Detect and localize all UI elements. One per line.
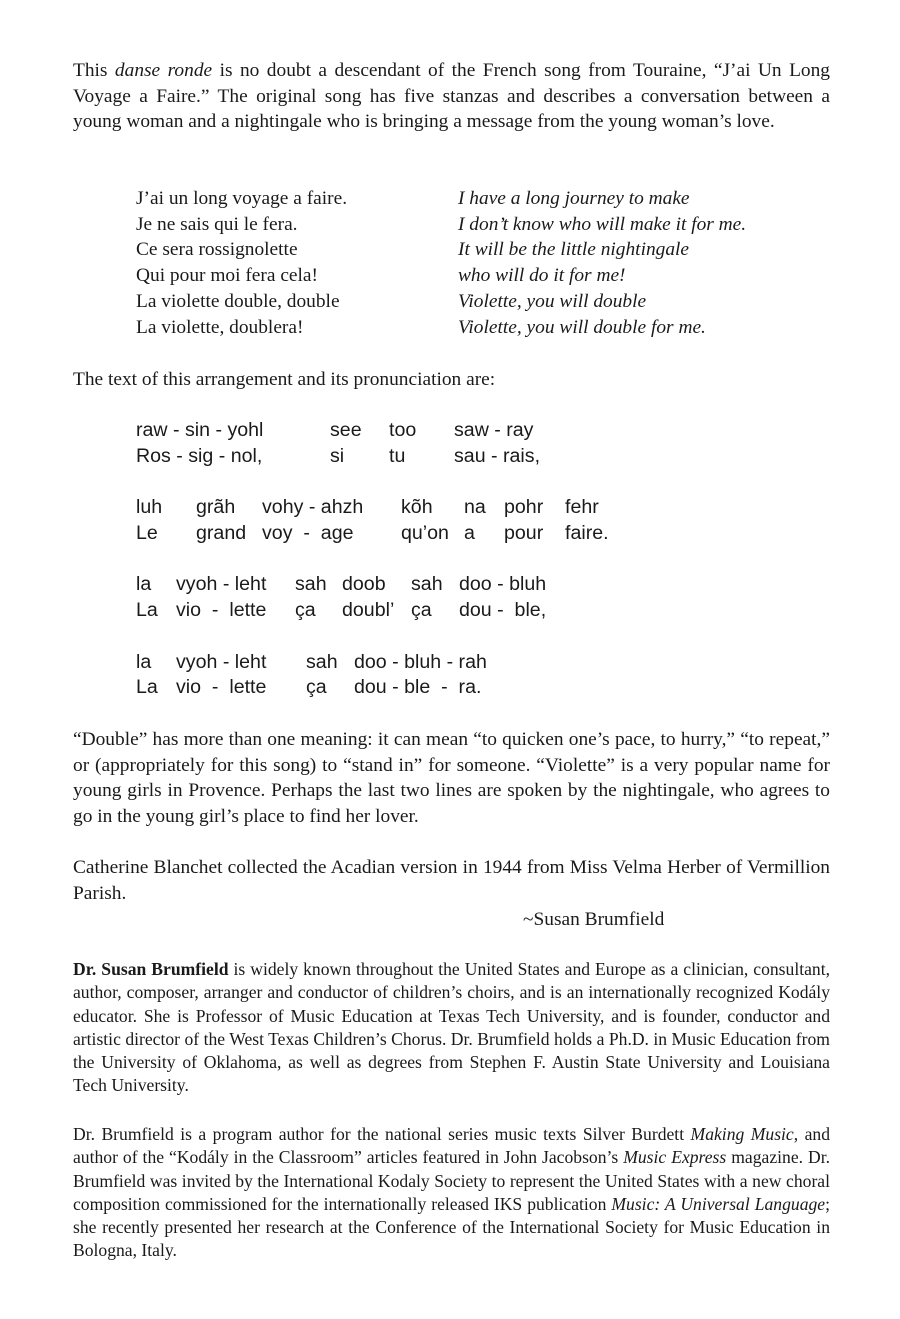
- lyric-english: I have a long journey to make: [458, 188, 690, 209]
- lyric-french: La violette double, double: [136, 290, 340, 312]
- lyric-row: [136, 263, 836, 289]
- lyric-english: Violette, you will double for me.: [458, 316, 706, 338]
- lyric-row: [136, 315, 836, 341]
- lyric-english: Violette, you will double: [458, 290, 647, 312]
- pronunciation-stanza: [136, 418, 736, 470]
- pronunciation-line: la vyoh - leht sah doo - bluh - rah: [136, 650, 487, 673]
- bio-paragraph-1: Dr. Susan Brumfield is widely known throughout the United States and Europe as a clinician, consultant, author, composer, arranger and conductor of children’s choirs, and is an internationally recognized Kodály educator. She is Professor of Music Education at Texas Tech University, and is founder, conductor and artistic director of the West Texas Children’s Chorus. Dr. Brumfield holds a Ph.D. in Music Education from the University of Oklahoma, as well as degrees from Stephen F. Austin State University and Louisiana Tech University.: [73, 959, 830, 1096]
- lyric-english: I don’t know who will make it for me.: [458, 213, 747, 235]
- lyric-row: [136, 237, 836, 263]
- lyric-french: J’ai un long voyage a faire.: [136, 188, 348, 209]
- pronunciation-intro: The text of this arrangement and its pronunciation are:: [73, 369, 496, 390]
- spelling-line: Ros - sig - nol, si tu sau - rais,: [136, 444, 541, 467]
- pronunciation-line: raw - sin - yohl see too saw - ray: [136, 419, 534, 441]
- lyric-row: [136, 289, 836, 315]
- lyric-french: Ce sera rossignolette: [136, 239, 298, 261]
- author-name: Dr. Susan Brumfield: [73, 959, 229, 979]
- pronunciation-stanza: [136, 572, 736, 624]
- lyric-english: who will do it for me!: [458, 265, 626, 287]
- pronunciation-guide: [136, 418, 736, 727]
- page-content: [73, 58, 830, 135]
- pronunciation-stanza: [136, 650, 736, 702]
- spelling-line: La vio - lette ça dou - ble - ra.: [136, 676, 482, 699]
- lyric-english: It will be the little nightingale: [458, 239, 690, 261]
- double-meaning-paragraph: “Double” has more than one meaning: it can mean “to quicken one’s pace, to hurry,” “to repeat,” or (appropriately for this song) to “stand in” for someone. “Violette” is a very popular name for young girls in Provence. Perhaps the last two lines are spoken by the nightingale, who agrees to go in the young girl’s place to find her lover.: [73, 729, 830, 827]
- pronunciation-stanza: [136, 495, 736, 547]
- lyrics-table: [136, 186, 836, 340]
- pronunciation-line: luh grãh vohy - ahzh kõh na pohr fehr: [136, 496, 599, 519]
- acadian-paragraph: Catherine Blanchet collected the Acadian version in 1944 from Miss Velma Herber of Vermillion Parish.: [73, 857, 830, 904]
- spelling-line: La vio - lette ça doubl’ ça dou - ble,: [136, 599, 547, 622]
- lyric-french: La violette, doublera!: [136, 316, 304, 338]
- signature: ~Susan Brumfield: [523, 909, 665, 930]
- bio-paragraph-2: Dr. Brumfield is a program author for the national series music texts Silver Burdett Making Music, and author of the “Kodály in the Classroom” articles featured in John Jacobson’s Music Express magazine. Dr. Brumfield was invited by the International Kodaly Society to represent the United States with a new choral composition commissioned for the internationally released IKS publication Music: A Universal Language; she recently presented her research at the Conference of the International Society for Music Education in Bologna, Italy.: [73, 1124, 831, 1261]
- spelling-line: Le grand voy - age qu’on a pour faire.: [136, 521, 609, 544]
- lyric-french: Qui pour moi fera cela!: [136, 265, 318, 287]
- lyric-french: Je ne sais qui le fera.: [136, 213, 298, 235]
- pronunciation-line: la vyoh - leht sah doob sah doo - bluh: [136, 573, 547, 596]
- lyric-row: [136, 212, 836, 238]
- danse-ronde-term: danse ronde: [114, 60, 213, 81]
- intro-paragraph: This danse ronde is no doubt a descendant of the French song from Touraine, “J’ai Un Long Voyage a Faire.” The original song has five stanzas and describes a conversation between a young woman and a nightingale who is bringing a message from the young woman’s love.: [73, 60, 831, 133]
- lyric-row: [136, 186, 836, 212]
